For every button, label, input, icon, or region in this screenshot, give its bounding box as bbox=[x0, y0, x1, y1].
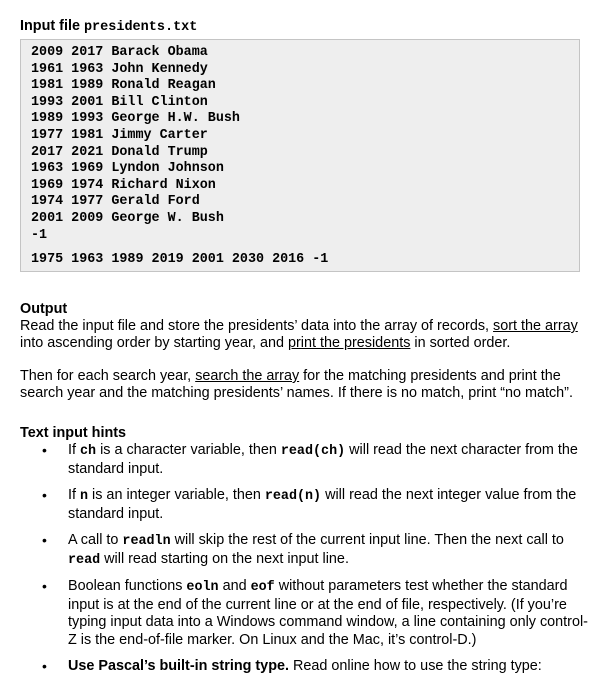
hint-eoln-eof bbox=[20, 578, 595, 649]
search-years-line: 1975 1963 1989 2019 2001 2030 2016 -1 bbox=[31, 252, 329, 268]
hint4-code-eof: eof bbox=[250, 580, 275, 595]
output-p1-text-c: in sorted order. bbox=[410, 335, 511, 351]
bullet-icon: • bbox=[42, 487, 47, 503]
hint5-text-rest: Read online how to use the string type: bbox=[288, 658, 542, 674]
hint2-code-read-n: read(n) bbox=[264, 489, 322, 504]
hint4-text-c: without parameters test whether the standard input is at the end of the current line or at the end of file, respectively. (If you’re typing input data into a Windows command window, a line containing only control-Z is the end-of-file marker. On Linux and the Mac, it’s control-D.) bbox=[68, 578, 588, 648]
bullet-icon: • bbox=[42, 658, 47, 674]
output-paragraph-1 bbox=[20, 318, 595, 352]
hint4-text-b: and bbox=[218, 578, 251, 594]
input-heading-label: Input file bbox=[20, 18, 80, 34]
input-file-line: 1963 1969 Lyndon Johnson bbox=[31, 161, 224, 177]
sort-the-array-link: sort the array bbox=[493, 318, 578, 334]
input-file-line: 1977 1981 Jimmy Carter bbox=[31, 127, 208, 143]
hint2-text-b: is an integer variable, then bbox=[88, 487, 265, 503]
output-paragraph-2 bbox=[20, 368, 595, 402]
hint4-code-eoln: eoln bbox=[186, 580, 219, 595]
hint2-code-n: n bbox=[80, 489, 89, 504]
hints-list bbox=[20, 442, 595, 685]
hint3-code-read: read bbox=[68, 552, 101, 568]
output-p1-text-b: into ascending order by starting year, and bbox=[20, 335, 288, 351]
hint4-text-a: Boolean functions bbox=[68, 578, 187, 594]
bullet-icon: • bbox=[42, 442, 47, 458]
hint1-text-a: If bbox=[68, 442, 80, 458]
output-p2-text-a: Then for each search year, bbox=[20, 368, 196, 384]
search-the-array-link: search the array bbox=[195, 368, 300, 384]
hint3-text-a: A call to bbox=[68, 532, 123, 548]
hint-read-int bbox=[20, 487, 595, 523]
input-filename: presidents.txt bbox=[83, 20, 198, 35]
hint2-text-c: will read the next integer value from the standard input. bbox=[68, 487, 577, 522]
hint-read-char bbox=[20, 442, 595, 478]
input-file-line: 1974 1977 Gerald Ford bbox=[31, 194, 200, 210]
hint1-code-read-ch: read(ch) bbox=[280, 444, 346, 459]
output-p1-text-a: Read the input file and store the presidents’ data into the array of records, bbox=[20, 318, 494, 334]
hint1-text-c: will read the next character from the standard input. bbox=[68, 442, 578, 477]
output-section bbox=[20, 301, 595, 402]
input-file-line: 1969 1974 Richard Nixon bbox=[31, 177, 216, 193]
bullet-icon: • bbox=[42, 532, 47, 548]
input-file-line: 1981 1989 Ronald Reagan bbox=[31, 78, 216, 94]
text-input-hints-heading: Text input hints bbox=[20, 425, 127, 441]
hint-readln bbox=[20, 532, 595, 569]
hint1-code-ch: ch bbox=[80, 444, 97, 459]
bullet-icon: • bbox=[42, 578, 47, 594]
hint2-text-a: If bbox=[68, 487, 80, 503]
input-file-line: 2001 2009 George W. Bush bbox=[31, 210, 224, 226]
hint-string-type bbox=[20, 658, 595, 676]
hint1-text-b: is a character variable, then bbox=[96, 442, 281, 458]
output-heading: Output bbox=[20, 301, 68, 317]
input-file-line: -1 bbox=[31, 227, 48, 243]
hint3-code-readln: readln bbox=[122, 534, 171, 549]
input-file-code-block bbox=[20, 39, 580, 272]
hint3-text-c: will read starting on the next input line. bbox=[100, 550, 349, 567]
input-file-line: 2009 2017 Barack Obama bbox=[31, 45, 208, 60]
input-file-line: 1989 1993 George H.W. Bush bbox=[31, 111, 240, 127]
input-file-heading bbox=[20, 18, 197, 36]
input-file-line: 1961 1963 John Kennedy bbox=[31, 61, 208, 77]
output-p2-text-b: for the matching presidents and print the search year and the matching presidents’ names. If there is no match, print “no match”. bbox=[20, 368, 573, 401]
hint3-text-b: will skip the rest of the current input line. Then the next call to bbox=[170, 532, 564, 548]
print-the-presidents-link: print the presidents bbox=[288, 335, 411, 351]
hint5-bold-text: Use Pascal’s built-in string type. bbox=[68, 658, 289, 674]
input-file-line: 2017 2021 Donald Trump bbox=[31, 144, 208, 160]
input-file-line: 1993 2001 Bill Clinton bbox=[31, 94, 208, 110]
